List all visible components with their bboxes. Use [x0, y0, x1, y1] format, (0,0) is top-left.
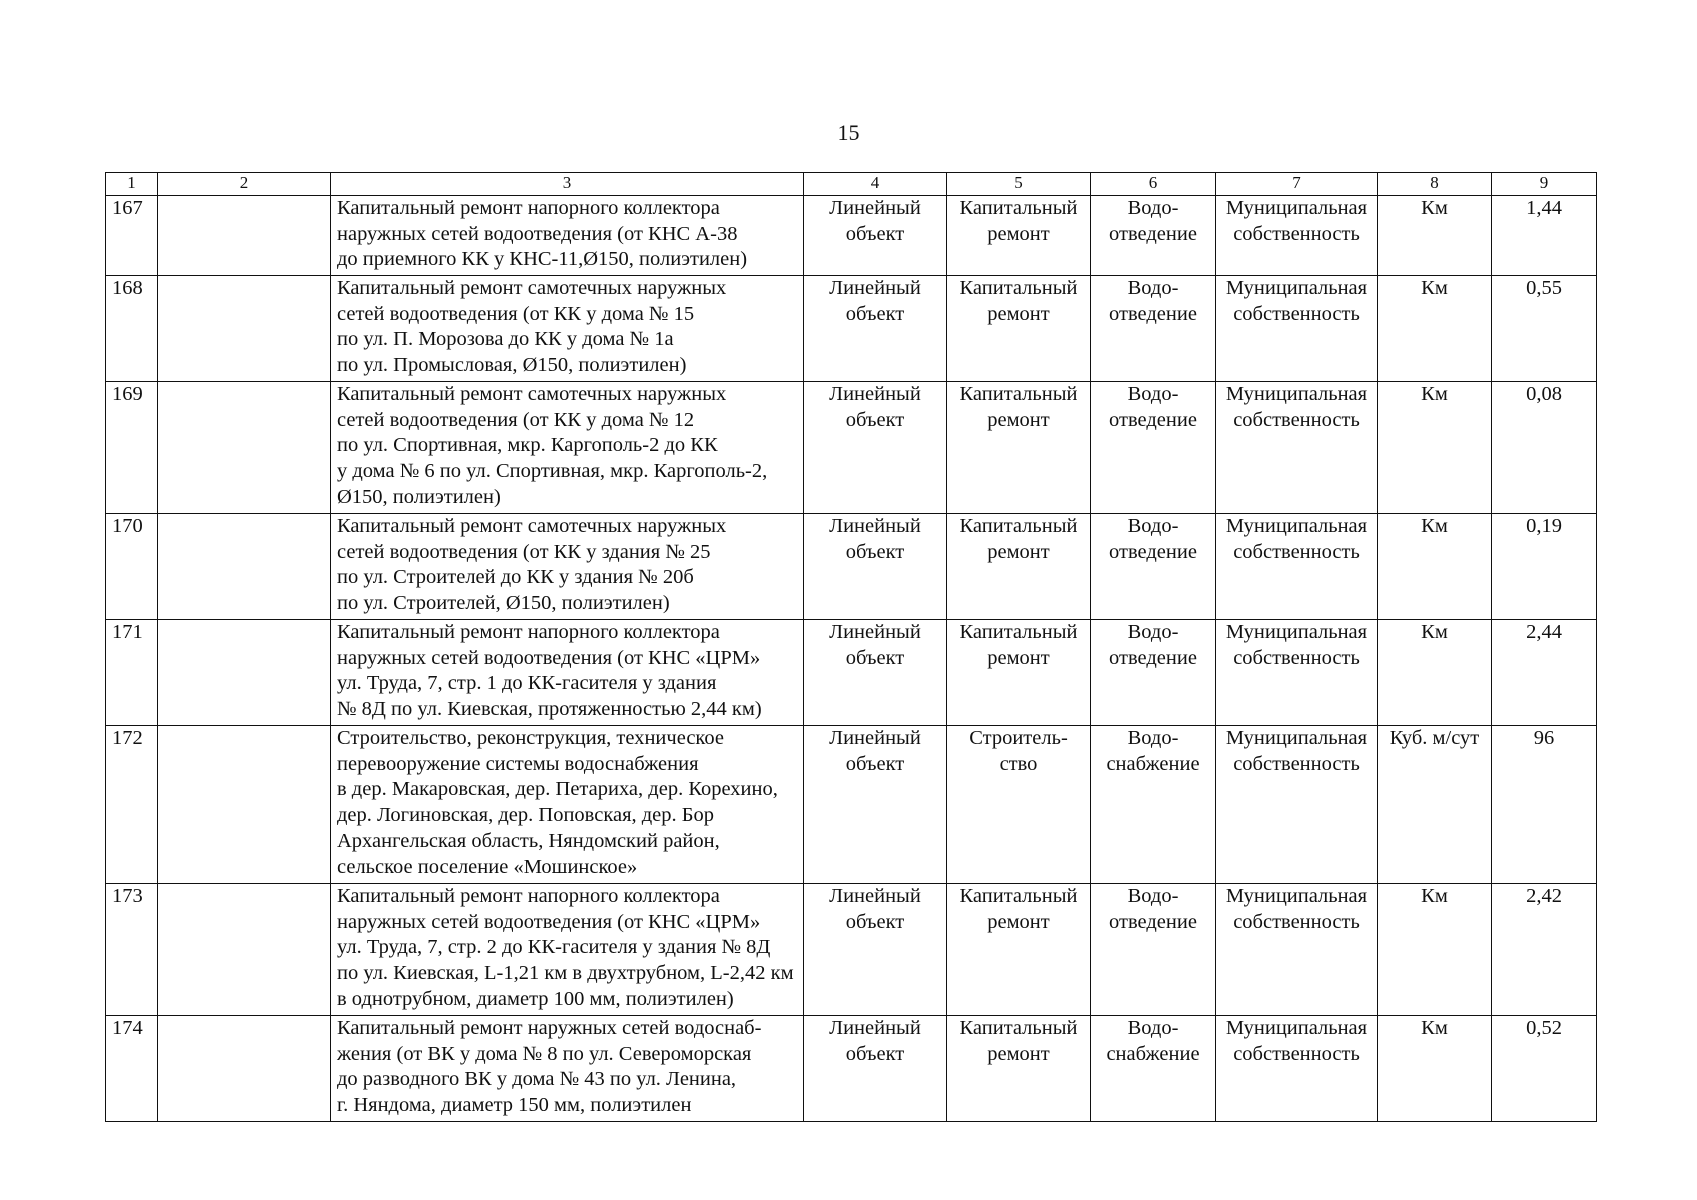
- ownership-cell: [1216, 276, 1378, 382]
- table-row: [106, 884, 1597, 1016]
- unit-cell: Куб. м/сут: [1378, 726, 1492, 884]
- utility-cell: [1091, 196, 1216, 276]
- work_type-line: Капитальный: [959, 197, 1078, 219]
- work-type-cell: [947, 884, 1091, 1016]
- ownership-cell: [1216, 196, 1378, 276]
- utility-line: снабжение: [1106, 752, 1200, 775]
- utility-cell: [1091, 382, 1216, 514]
- column-2-cell: [158, 884, 331, 1016]
- column-2-cell: [158, 276, 331, 382]
- description-line: по ул. Строителей до КК у здания № 20б: [337, 566, 694, 589]
- description-line: Архангельская область, Няндомский район,: [337, 829, 720, 852]
- description-cell: [331, 620, 804, 726]
- object_type-line: Линейный: [829, 197, 921, 219]
- page-number: 15: [837, 120, 860, 145]
- column-2-cell: [158, 514, 331, 620]
- work_type-line: Капитальный: [959, 515, 1078, 537]
- description-line: Капитальный ремонт напорного коллектора: [337, 197, 720, 219]
- ownership-cell: [1216, 514, 1378, 620]
- description-line: по ул. Промысловая, Ø150, полиэтилен): [337, 354, 687, 377]
- row-number-cell: 174: [106, 1016, 158, 1122]
- column-header: 2: [158, 173, 331, 196]
- object_type-line: Линейный: [829, 621, 921, 643]
- object_type-line: объект: [845, 540, 905, 563]
- row-number-cell: 170: [106, 514, 158, 620]
- utility-line: Водо-: [1127, 197, 1179, 219]
- registry-table: [105, 172, 1597, 1122]
- description-line: Капитальный ремонт самотечных наружных: [337, 383, 727, 405]
- description-line: ул. Труда, 7, стр. 1 до КК-гасителя у здания: [337, 672, 717, 695]
- utility-line: Водо-: [1127, 277, 1179, 299]
- description-line: по ул. П. Морозова до КК у дома № 1а: [337, 328, 674, 351]
- description-line: № 8Д по ул. Киевская, протяженностью 2,44 км): [337, 698, 762, 721]
- object-type-cell: [804, 884, 947, 1016]
- description-line: ул. Труда, 7, стр. 2 до КК-гасителя у здания № 8Д: [337, 936, 771, 959]
- column-header: 7: [1216, 173, 1378, 196]
- value-cell: 96: [1492, 726, 1597, 884]
- object-type-cell: [804, 514, 947, 620]
- unit-cell: Км: [1378, 1016, 1492, 1122]
- object_type-line: Линейный: [829, 515, 921, 537]
- ownership-line: собственность: [1233, 408, 1360, 431]
- work-type-cell: [947, 514, 1091, 620]
- object-type-cell: [804, 1016, 947, 1122]
- description-cell: [331, 514, 804, 620]
- work_type-line: ремонт: [987, 646, 1050, 669]
- column-header: 4: [804, 173, 947, 196]
- column-header: 3: [331, 173, 804, 196]
- object_type-line: объект: [845, 910, 905, 933]
- row-number-cell: 167: [106, 196, 158, 276]
- work_type-line: ремонт: [987, 1042, 1050, 1065]
- description-line: наружных сетей водоотведения (от КНС «ЦРМ»: [337, 646, 761, 669]
- column-header: 8: [1378, 173, 1492, 196]
- work_type-line: Капитальный: [959, 621, 1078, 643]
- utility-line: отведение: [1109, 222, 1197, 245]
- unit-cell: Км: [1378, 620, 1492, 726]
- description-line: Капитальный ремонт напорного коллектора: [337, 885, 720, 907]
- column-2-cell: [158, 726, 331, 884]
- table-row: [106, 196, 1597, 276]
- utility-cell: [1091, 884, 1216, 1016]
- unit-cell: Км: [1378, 276, 1492, 382]
- object_type-line: объект: [845, 752, 905, 775]
- description-line: наружных сетей водоотведения (от КНС А-38: [337, 222, 738, 245]
- table-body: [106, 196, 1597, 1122]
- object_type-line: Линейный: [829, 1017, 921, 1039]
- work_type-line: Строитель-: [969, 727, 1068, 749]
- work-type-cell: [947, 620, 1091, 726]
- ownership-line: собственность: [1233, 222, 1360, 245]
- utility-line: отведение: [1109, 540, 1197, 563]
- work-type-cell: [947, 1016, 1091, 1122]
- row-number-cell: 169: [106, 382, 158, 514]
- value-cell: 0,55: [1492, 276, 1597, 382]
- table-row: [106, 726, 1597, 884]
- description-line: по ул. Спортивная, мкр. Каргополь-2 до КК: [337, 434, 718, 457]
- object-type-cell: [804, 620, 947, 726]
- work-type-cell: [947, 196, 1091, 276]
- ownership-line: собственность: [1233, 910, 1360, 933]
- description-line: Капитальный ремонт самотечных наружных: [337, 277, 727, 299]
- description-line: жения (от ВК у дома № 8 по ул. Североморская: [337, 1042, 752, 1065]
- unit-cell: Км: [1378, 514, 1492, 620]
- unit-cell: Км: [1378, 382, 1492, 514]
- value-cell: 0,08: [1492, 382, 1597, 514]
- description-line: Строительство, реконструкция, техническое: [337, 727, 724, 749]
- description-line: г. Няндома, диаметр 150 мм, полиэтилен: [337, 1094, 692, 1117]
- work-type-cell: [947, 276, 1091, 382]
- column-header: 6: [1091, 173, 1216, 196]
- value-cell: 2,42: [1492, 884, 1597, 1016]
- value-cell: 0,52: [1492, 1016, 1597, 1122]
- object_type-line: Линейный: [829, 277, 921, 299]
- ownership-line: собственность: [1233, 1042, 1360, 1065]
- table-row: [106, 1016, 1597, 1122]
- utility-cell: [1091, 726, 1216, 884]
- ownership-line: Муниципальная: [1225, 727, 1368, 749]
- utility-line: Водо-: [1127, 727, 1179, 749]
- work_type-line: ремонт: [987, 222, 1050, 245]
- description-line: сетей водоотведения (от КК у дома № 12: [337, 408, 695, 431]
- object_type-line: объект: [845, 222, 905, 245]
- ownership-line: Муниципальная: [1225, 885, 1368, 907]
- row-number-cell: 173: [106, 884, 158, 1016]
- utility-line: Водо-: [1127, 621, 1179, 643]
- description-line: по ул. Строителей, Ø150, полиэтилен): [337, 592, 670, 615]
- work_type-line: ремонт: [987, 408, 1050, 431]
- column-header: 1: [106, 173, 158, 196]
- description-line: Капитальный ремонт напорного коллектора: [337, 621, 720, 643]
- description-cell: [331, 884, 804, 1016]
- description-line: наружных сетей водоотведения (от КНС «ЦРМ»: [337, 910, 761, 933]
- utility-cell: [1091, 276, 1216, 382]
- utility-line: отведение: [1109, 408, 1197, 431]
- object_type-line: объект: [845, 646, 905, 669]
- work_type-line: Капитальный: [959, 885, 1078, 907]
- object_type-line: объект: [845, 1042, 905, 1065]
- table-row: [106, 620, 1597, 726]
- work_type-line: ремонт: [987, 302, 1050, 325]
- ownership-line: Муниципальная: [1225, 621, 1368, 643]
- utility-line: отведение: [1109, 302, 1197, 325]
- utility-line: отведение: [1109, 646, 1197, 669]
- work_type-line: ремонт: [987, 910, 1050, 933]
- object_type-line: Линейный: [829, 727, 921, 749]
- table-row: [106, 276, 1597, 382]
- unit-cell: Км: [1378, 196, 1492, 276]
- utility-cell: [1091, 514, 1216, 620]
- column-2-cell: [158, 196, 331, 276]
- description-line: сетей водоотведения (от КК у здания № 25: [337, 540, 711, 563]
- work_type-line: ство: [999, 752, 1038, 775]
- utility-line: отведение: [1109, 910, 1197, 933]
- utility-line: Водо-: [1127, 383, 1179, 405]
- description-line: в дер. Макаровская, дер. Петариха, дер. Корехино,: [337, 778, 778, 801]
- row-number-cell: 172: [106, 726, 158, 884]
- ownership-line: Муниципальная: [1225, 277, 1368, 299]
- row-number-cell: 168: [106, 276, 158, 382]
- description-line: Ø150, полиэтилен): [337, 485, 501, 508]
- table-row: [106, 514, 1597, 620]
- object_type-line: Линейный: [829, 383, 921, 405]
- ownership-line: Муниципальная: [1225, 383, 1368, 405]
- column-2-cell: [158, 1016, 331, 1122]
- work_type-line: Капитальный: [959, 383, 1078, 405]
- ownership-cell: [1216, 726, 1378, 884]
- ownership-line: собственность: [1233, 752, 1360, 775]
- work_type-line: Капитальный: [959, 1017, 1078, 1039]
- table-row: [106, 382, 1597, 514]
- value-cell: 0,19: [1492, 514, 1597, 620]
- work_type-line: Капитальный: [959, 277, 1078, 299]
- ownership-cell: [1216, 382, 1378, 514]
- row-number-cell: 171: [106, 620, 158, 726]
- value-cell: 2,44: [1492, 620, 1597, 726]
- description-line: до разводного ВК у дома № 43 по ул. Ленина,: [337, 1068, 737, 1091]
- description-cell: [331, 196, 804, 276]
- work-type-cell: [947, 382, 1091, 514]
- object-type-cell: [804, 276, 947, 382]
- utility-line: Водо-: [1127, 1017, 1179, 1039]
- description-cell: [331, 276, 804, 382]
- description-line: Капитальный ремонт наружных сетей водоснаб-: [337, 1017, 762, 1039]
- ownership-line: собственность: [1233, 646, 1360, 669]
- column-2-cell: [158, 382, 331, 514]
- description-line: по ул. Киевская, L-1,21 км в двухтрубном, L-2,42 км: [337, 962, 794, 985]
- description-line: до приемного КК у КНС-11,Ø150, полиэтилен): [337, 248, 748, 271]
- ownership-line: собственность: [1233, 540, 1360, 563]
- description-line: у дома № 6 по ул. Спортивная, мкр. Каргополь-2,: [337, 460, 768, 483]
- ownership-line: Муниципальная: [1225, 197, 1368, 219]
- description-line: дер. Логиновская, дер. Поповская, дер. Бор: [337, 804, 715, 827]
- column-2-cell: [158, 620, 331, 726]
- column-number-row: [106, 173, 1597, 196]
- ownership-cell: [1216, 1016, 1378, 1122]
- ownership-line: Муниципальная: [1225, 1017, 1368, 1039]
- ownership-cell: [1216, 620, 1378, 726]
- ownership-cell: [1216, 884, 1378, 1016]
- utility-line: снабжение: [1106, 1042, 1200, 1065]
- ownership-line: Муниципальная: [1225, 515, 1368, 537]
- object_type-line: объект: [845, 408, 905, 431]
- description-cell: [331, 1016, 804, 1122]
- object-type-cell: [804, 382, 947, 514]
- utility-line: Водо-: [1127, 885, 1179, 907]
- description-cell: [331, 382, 804, 514]
- utility-cell: [1091, 620, 1216, 726]
- object_type-line: объект: [845, 302, 905, 325]
- utility-cell: [1091, 1016, 1216, 1122]
- work_type-line: ремонт: [987, 540, 1050, 563]
- description-line: перевооружение системы водоснабжения: [337, 752, 699, 775]
- column-header: 5: [947, 173, 1091, 196]
- object-type-cell: [804, 196, 947, 276]
- object_type-line: Линейный: [829, 885, 921, 907]
- utility-line: Водо-: [1127, 515, 1179, 537]
- object-type-cell: [804, 726, 947, 884]
- description-cell: [331, 726, 804, 884]
- description-line: Капитальный ремонт самотечных наружных: [337, 515, 727, 537]
- description-line: сельское поселение «Мошинское»: [337, 855, 638, 878]
- column-header: 9: [1492, 173, 1597, 196]
- description-line: в однотрубном, диаметр 100 мм, полиэтилен): [337, 987, 734, 1010]
- value-cell: 1,44: [1492, 196, 1597, 276]
- unit-cell: Км: [1378, 884, 1492, 1016]
- work-type-cell: [947, 726, 1091, 884]
- description-line: сетей водоотведения (от КК у дома № 15: [337, 302, 695, 325]
- ownership-line: собственность: [1233, 302, 1360, 325]
